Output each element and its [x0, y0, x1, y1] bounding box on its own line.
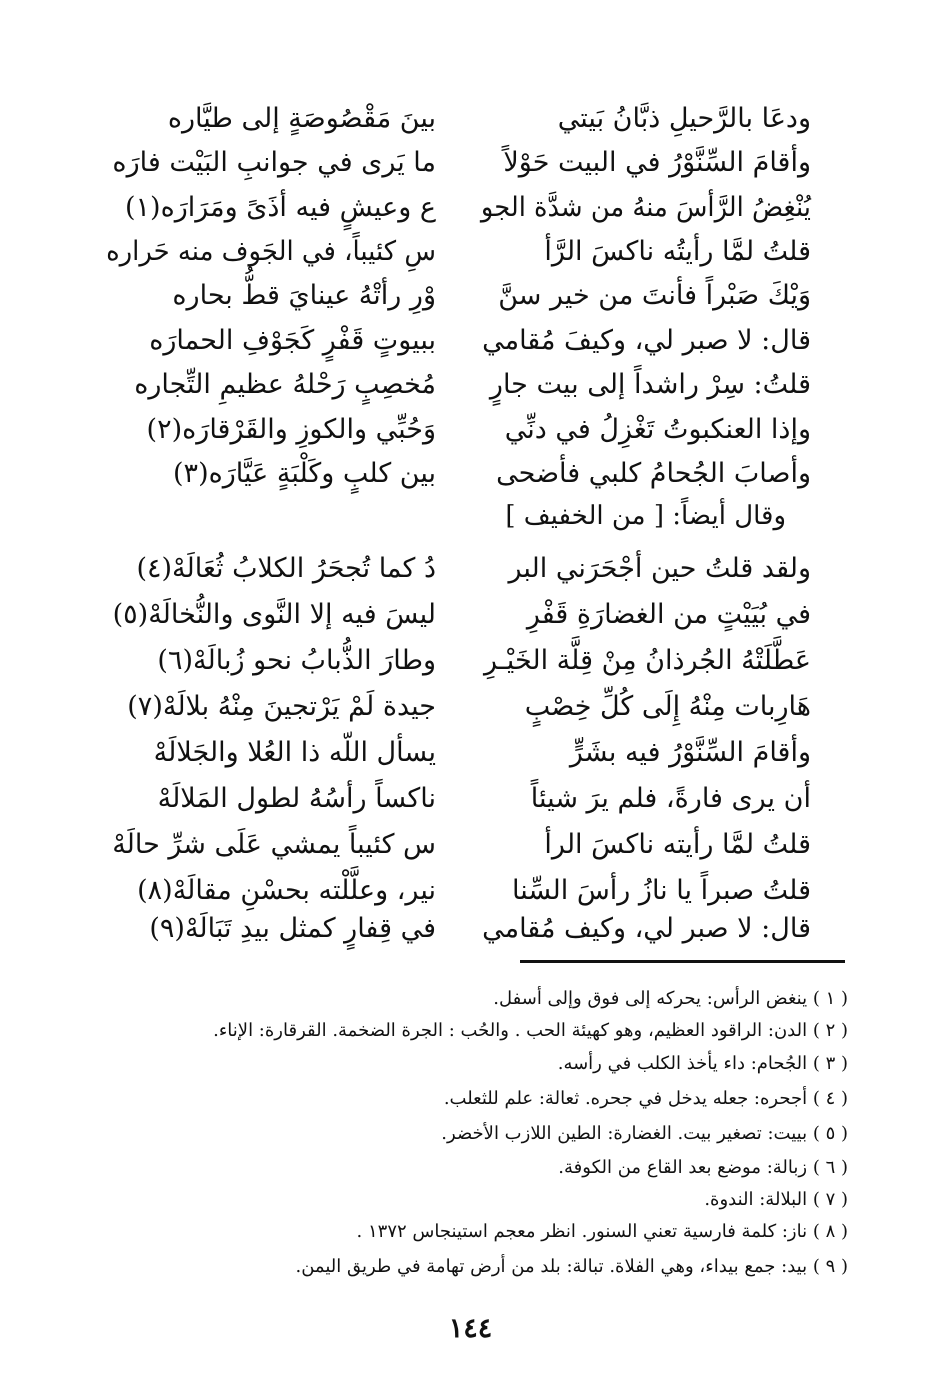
poem-2-left-verse: ليسَ فيه إلا النَّوى والنُّخالَهْ(٥)	[112, 599, 436, 630]
poem-2-right-verse: قلتُ صبراً يا نازُ رأسَ السِّنا	[512, 875, 811, 906]
footnote-separator	[520, 960, 845, 963]
page-number: ١٤٤	[448, 1313, 493, 1344]
poem-1-left-verse: وْرِ رأتْهُ عينايَ قطُّ بحاره	[172, 280, 436, 311]
poem-2-left-verse: دُ كما تُجحَرُ الكلابُ ثُعَالَهْ(٤)	[136, 553, 436, 584]
poem-2-right-verse: في بُيَيْتٍ من الغضارَةِ قَفْرِ	[526, 599, 811, 630]
poem-1-left-verse: ببيوتٍ قَفْرٍ كَجَوْفِ الحمارَه	[149, 325, 436, 356]
poem-2-right-verse: قلتُ لمَّا رأيته ناكسَ الرأ	[544, 829, 811, 860]
poem-1-right-verse: قلتُ لمَّا رأيتُه ناكسَ الرَّأ	[544, 236, 811, 267]
footnote: ( ٦ ) زبالة: موضع بعد القاع من الكوفة.	[558, 1157, 848, 1178]
poem-2-right-verse: ولقد قلتُ حين أجْحَرَني البر	[508, 553, 811, 584]
poem-2-left-verse: يسأل اللّه ذا العُلا والجَلالَهْ	[153, 737, 436, 768]
poem-1-left-verse: بينَ مَقْصُوصَةٍ إلى طيَّاره	[167, 103, 436, 134]
poem-2-left-verse: نير، وعلَّلْته بحسْنِ مقالَهْ(٨)	[137, 875, 436, 906]
poem-2-right-verse: وأقامَ السِّنَّوْرُ فيه بشَرٍّ	[569, 737, 811, 768]
footnote: ( ٨ ) ناز: كلمة فارسية تعني السنور. انظر معجم استينجاس ١٣٧٢ .	[356, 1221, 848, 1242]
poem-2-right-verse: قال: لا صبر لي، وكيف مُقامي	[482, 913, 811, 944]
poem-1-left-verse: مُخصِبٍ رَحْلهُ عظيمِ التِّجاره	[134, 369, 436, 400]
poem-2-intro: وقال أيضاً: [ من الخفيف ]	[505, 501, 786, 531]
footnote: ( ١ ) ينغض الرأس: يحركه إلى فوق وإلى أسفل.	[493, 988, 848, 1009]
footnote: ( ٤ ) أجحره: جعله يدخل في جحره. ثعالة: علم للثعلب.	[443, 1088, 848, 1109]
poem-1-right-verse: وأقامَ السِّنَّوْرُ في البيت حَوْلاً	[503, 147, 811, 178]
poem-2-left-verse: س كئيباً يمشي عَلَى شرِّ حالَهْ	[112, 829, 436, 860]
poem-2-left-verse: ناكساً رأسُهُ لطول المَلالَهْ	[157, 783, 436, 814]
poem-2-left-verse: في قِفارٍ كمثل بيدِ تَبَالَهْ(٩)	[149, 913, 436, 944]
footnote: ( ٢ ) الدن: الراقود العظيم، وهو كهيئة الحب . والحُب : الجرة الضخمة. القرقارة: الإناء.	[213, 1020, 848, 1041]
poem-1-right-verse: قال: لا صبر لي، وكيفَ مُقامي	[482, 325, 811, 356]
poem-1-right-verse: يُنْغِضُ الرَّأسَ منهُ من شدَّة الجو	[480, 192, 811, 223]
poem-2-right-verse: هَارِبات مِنْهُ إِلَى كُلِّ خِصْبٍ	[524, 691, 811, 722]
poem-1-left-verse: ع وعيشٍ فيه أذَىً ومَرَارَه(١)	[124, 192, 436, 223]
poem-1-right-verse: وَيْكَ صَبْراً فأنتَ من خير سنَّ	[498, 280, 811, 311]
footnote: ( ٥ ) بييت: تصغير بيت. الغضارة: الطين اللازب الأخضر.	[441, 1123, 848, 1144]
poem-1-right-verse: قلتُ: سِرْ راشداً إلى بيت جارٍ	[489, 369, 811, 400]
poem-2-right-verse: أن يرى فارةً، فلم يرَ شيئاً	[530, 783, 811, 814]
poem-1-left-verse: ما يَرى في جوانبِ البَيْت فارَه	[112, 147, 436, 178]
poem-1-left-verse: سِ كئيباً، في الجَوف منه حَراره	[106, 236, 436, 267]
poem-2-right-verse: عَطَّلَتْهُ الجُرذانُ مِنْ قِلَّة الخَيْـرِ	[483, 645, 811, 676]
poem-2-left-verse: جيدة لَمْ يَرْتجينَ مِنْهُ بلالَهْ(٧)	[127, 691, 436, 722]
poem-1-left-verse: وَحُبِّي والكوزِ والقَرْقارَه(٢)	[146, 414, 436, 445]
poem-1-right-verse: وأصابَ الجُحامُ كلبي فأضحى	[496, 458, 811, 489]
footnote: ( ٩ ) بيد: جمع بيداء، وهي الفلاة. تبالة: بلد من أرض تهامة في طريق اليمن.	[295, 1256, 848, 1277]
poem-1-right-verse: ودعَا بالرَّحيلِ ذبَّانُ بَيتي	[557, 103, 811, 134]
footnote: ( ٣ ) الجُحام: داء يأخذ الكلب في رأسه.	[557, 1053, 848, 1074]
poem-1-left-verse: بين كلبٍ وكَلْبَةٍ عَيَّارَه(٣)	[173, 458, 436, 489]
footnote: ( ٧ ) البلالة: الندوة.	[704, 1189, 848, 1210]
poem-2-left-verse: وطارَ الذُّبابُ نحو زُبالَهْ(٦)	[157, 645, 436, 676]
poem-1-right-verse: وإذا العنكبوتُ تَغْزِلُ في دنِّي	[504, 414, 811, 445]
